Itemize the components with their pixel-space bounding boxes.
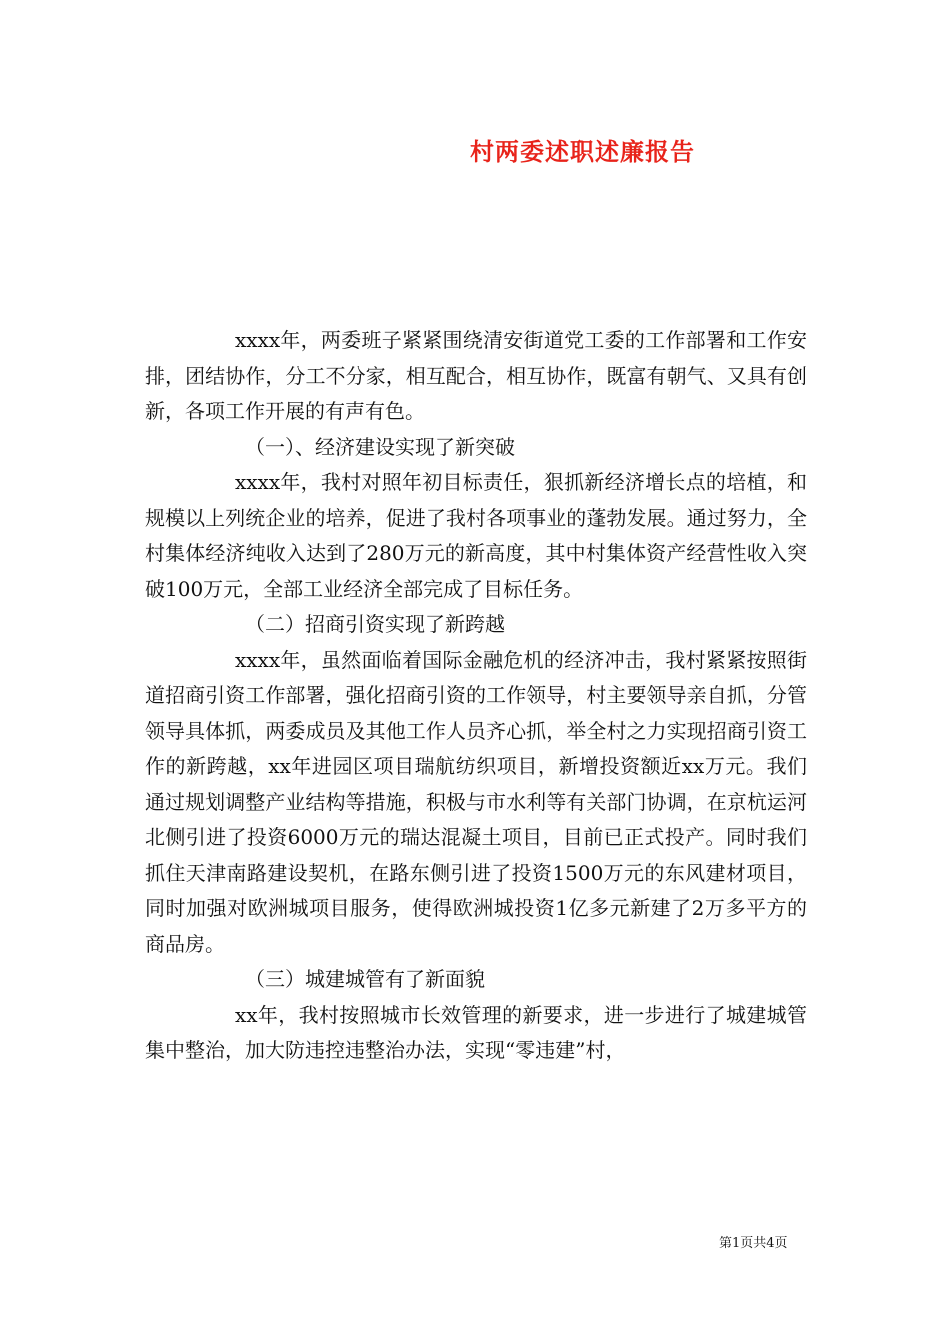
urban-paragraph: xx年，我村按照城市长效管理的新要求，进一步进行了城建城管集中整治，加大防违控违整治办法，实现“零违建”村， <box>145 1002 807 1062</box>
page-number: 第1页共4页 <box>719 1236 788 1251</box>
section-heading-economy: （一）、经济建设实现了新突破 <box>245 434 515 459</box>
investment-paragraph: xxxx年，虽然面临着国际金融危机的经济冲击，我村紧紧按照街道招商引资工作部署，强化招商引资的工作领导，村主要领导亲自抓，分管领导具体抓，两委成员及其他工作人员齐心抓，举全村之力实现招商引资工作的新跨越，xx年进园区项目瑞航纺织项目，新增投资额近xx万元。我们通过规划调整产业结构等措施，积极与市水利等有关部门协调，在京杭运河北侧引进了投资6000万元的瑞达混凝土项目，目前已正式投产。同时我们抓住天津南路建设契机，在路东侧引进了投资1500万元的东风建材项目，同时加强对欧洲城项目服务，使得欧洲城投资1亿多元新建了2万多平方的商品房。 <box>145 647 807 956</box>
section-heading-urban: （三）城建城管有了新面貌 <box>245 967 485 991</box>
document-title: 村两委述职述廉报告 <box>470 137 695 166</box>
document-body <box>145 323 807 1069</box>
intro-paragraph: xxxx年，两委班子紧紧围绕清安街道党工委的工作部署和工作安排，团结协作，分工不分家，相互配合，相互协作，既富有朝气、又具有创新，各项工作开展的有声有色。 <box>145 328 807 423</box>
section-heading-investment: （二）招商引资实现了新跨越 <box>245 612 505 636</box>
economy-paragraph: xxxx年，我村对照年初目标责任，狠抓新经济增长点的培植，和规模以上列统企业的培养，促进了我村各项事业的蓬勃发展。通过努力，全村集体经济纯收入达到了280万元的新高度，其中村集体资产经营性收入突破100万元，全部工业经济全部完成了目标任务。 <box>145 470 807 601</box>
